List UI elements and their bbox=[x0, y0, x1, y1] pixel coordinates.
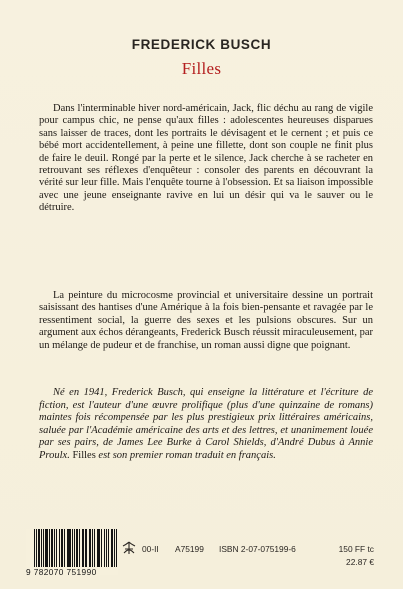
barcode-bar bbox=[43, 529, 44, 567]
barcode-bar bbox=[97, 529, 98, 567]
bio-text-2: est son premier roman traduit en français. bbox=[95, 449, 276, 461]
barcode-bar bbox=[45, 529, 48, 567]
barcode-bar bbox=[76, 529, 78, 567]
price-eur: 22.87 € bbox=[346, 557, 374, 567]
barcode-bar bbox=[94, 529, 95, 567]
barcode-bar bbox=[82, 529, 83, 567]
barcode-bar bbox=[72, 529, 73, 567]
barcode-bar bbox=[56, 529, 57, 567]
barcode-bar bbox=[36, 529, 37, 567]
barcode-bar bbox=[114, 529, 115, 567]
barcode-number: 9 782070 751990 bbox=[26, 567, 97, 577]
barcode-bars bbox=[34, 529, 119, 567]
bio-title-roman: Filles bbox=[72, 449, 96, 461]
barcode-bar bbox=[92, 529, 93, 567]
barcode-bar bbox=[89, 529, 92, 567]
price-ff: 150 FF tc bbox=[338, 544, 374, 554]
barcode-bar bbox=[51, 529, 53, 567]
barcode-bar bbox=[116, 529, 117, 567]
barcode-bar bbox=[38, 529, 40, 567]
barcode-bar bbox=[101, 529, 102, 567]
barcode-bar bbox=[64, 529, 65, 567]
author-bio bbox=[39, 387, 373, 463]
barcode-bar bbox=[67, 529, 68, 567]
barcode-bar bbox=[108, 529, 109, 567]
barcode-bar bbox=[83, 529, 84, 567]
catalog-code-1: 00-II bbox=[142, 544, 159, 554]
barcode-bar bbox=[49, 529, 50, 567]
bio-text-1: Né en 1941, Frederick Busch, qui enseigne la littérature et l'écriture de fiction, est l'auteur d'une œuvre prolifique (plus d'une quinzaine de romans) maintes fois récompensée par les plus prestigieux prix littéraires américains, saluée par l'Académie américaine des arts et des lettres, et unanimement louée par ses pairs, de James Lee Burke à Carol Shields, d'André Dubus à Annie Proulx. bbox=[39, 387, 373, 461]
publisher-logo-icon bbox=[121, 541, 137, 555]
barcode-bar bbox=[79, 529, 80, 567]
barcode-bar bbox=[98, 529, 100, 567]
summary-paragraph-2: La peinture du microcosme provincial et universitaire dessine un portrait saisissant des hantises d'une Amérique à la fois bien-pensante et ravagée par le ressentiment social, la guerre des sexes et les pulsions obscures. Sur un argument aux échos dérangeants, Frederick Busch réussit miraculeusement, par un mélange de pudeur et de franchise, un roman aussi digne que poignant. bbox=[39, 290, 373, 351]
barcode-bar bbox=[41, 529, 42, 567]
barcode-bar bbox=[68, 529, 71, 567]
catalog-code-2: A75199 bbox=[175, 544, 204, 554]
barcode-bar bbox=[54, 529, 55, 567]
barcode-bar bbox=[74, 529, 75, 567]
barcode-bar bbox=[106, 529, 108, 567]
summary-paragraph-1: Dans l'interminable hiver nord-américain, Jack, flic déchu au rang de vigile pour campus chic, ne pense qu'aux filles : adolescentes heureuses disparues sans laisser de traces, dont les portraits le dévisagent et le cernent ; et puis ce bébé mort accidentellement, à peine une fillette, dont son couple ne finit plus de faire le deuil. Rongé par la perte et le silence, Jack cherche à se racheter en retrouvant ses réflexes d'enquêteur : consoler des parents en découvrant la vérité sur leur fille. Mais l'enquête tourne à l'obsession. Et sa liaison impossible avec une jeune enseignante ravive en lui un désir qui va le sauver ou le détruire. bbox=[39, 103, 373, 214]
barcode bbox=[26, 529, 118, 575]
isbn: ISBN 2-07-075199-6 bbox=[219, 544, 296, 554]
barcode-bar bbox=[61, 529, 63, 567]
author-name: FREDERICK BUSCH bbox=[131, 37, 272, 52]
barcode-bar bbox=[59, 529, 61, 567]
barcode-bar bbox=[111, 529, 114, 567]
barcode-bar bbox=[85, 529, 87, 567]
barcode-bar bbox=[104, 529, 105, 567]
book-title: Filles bbox=[181, 59, 222, 78]
barcode-bar bbox=[34, 529, 35, 567]
